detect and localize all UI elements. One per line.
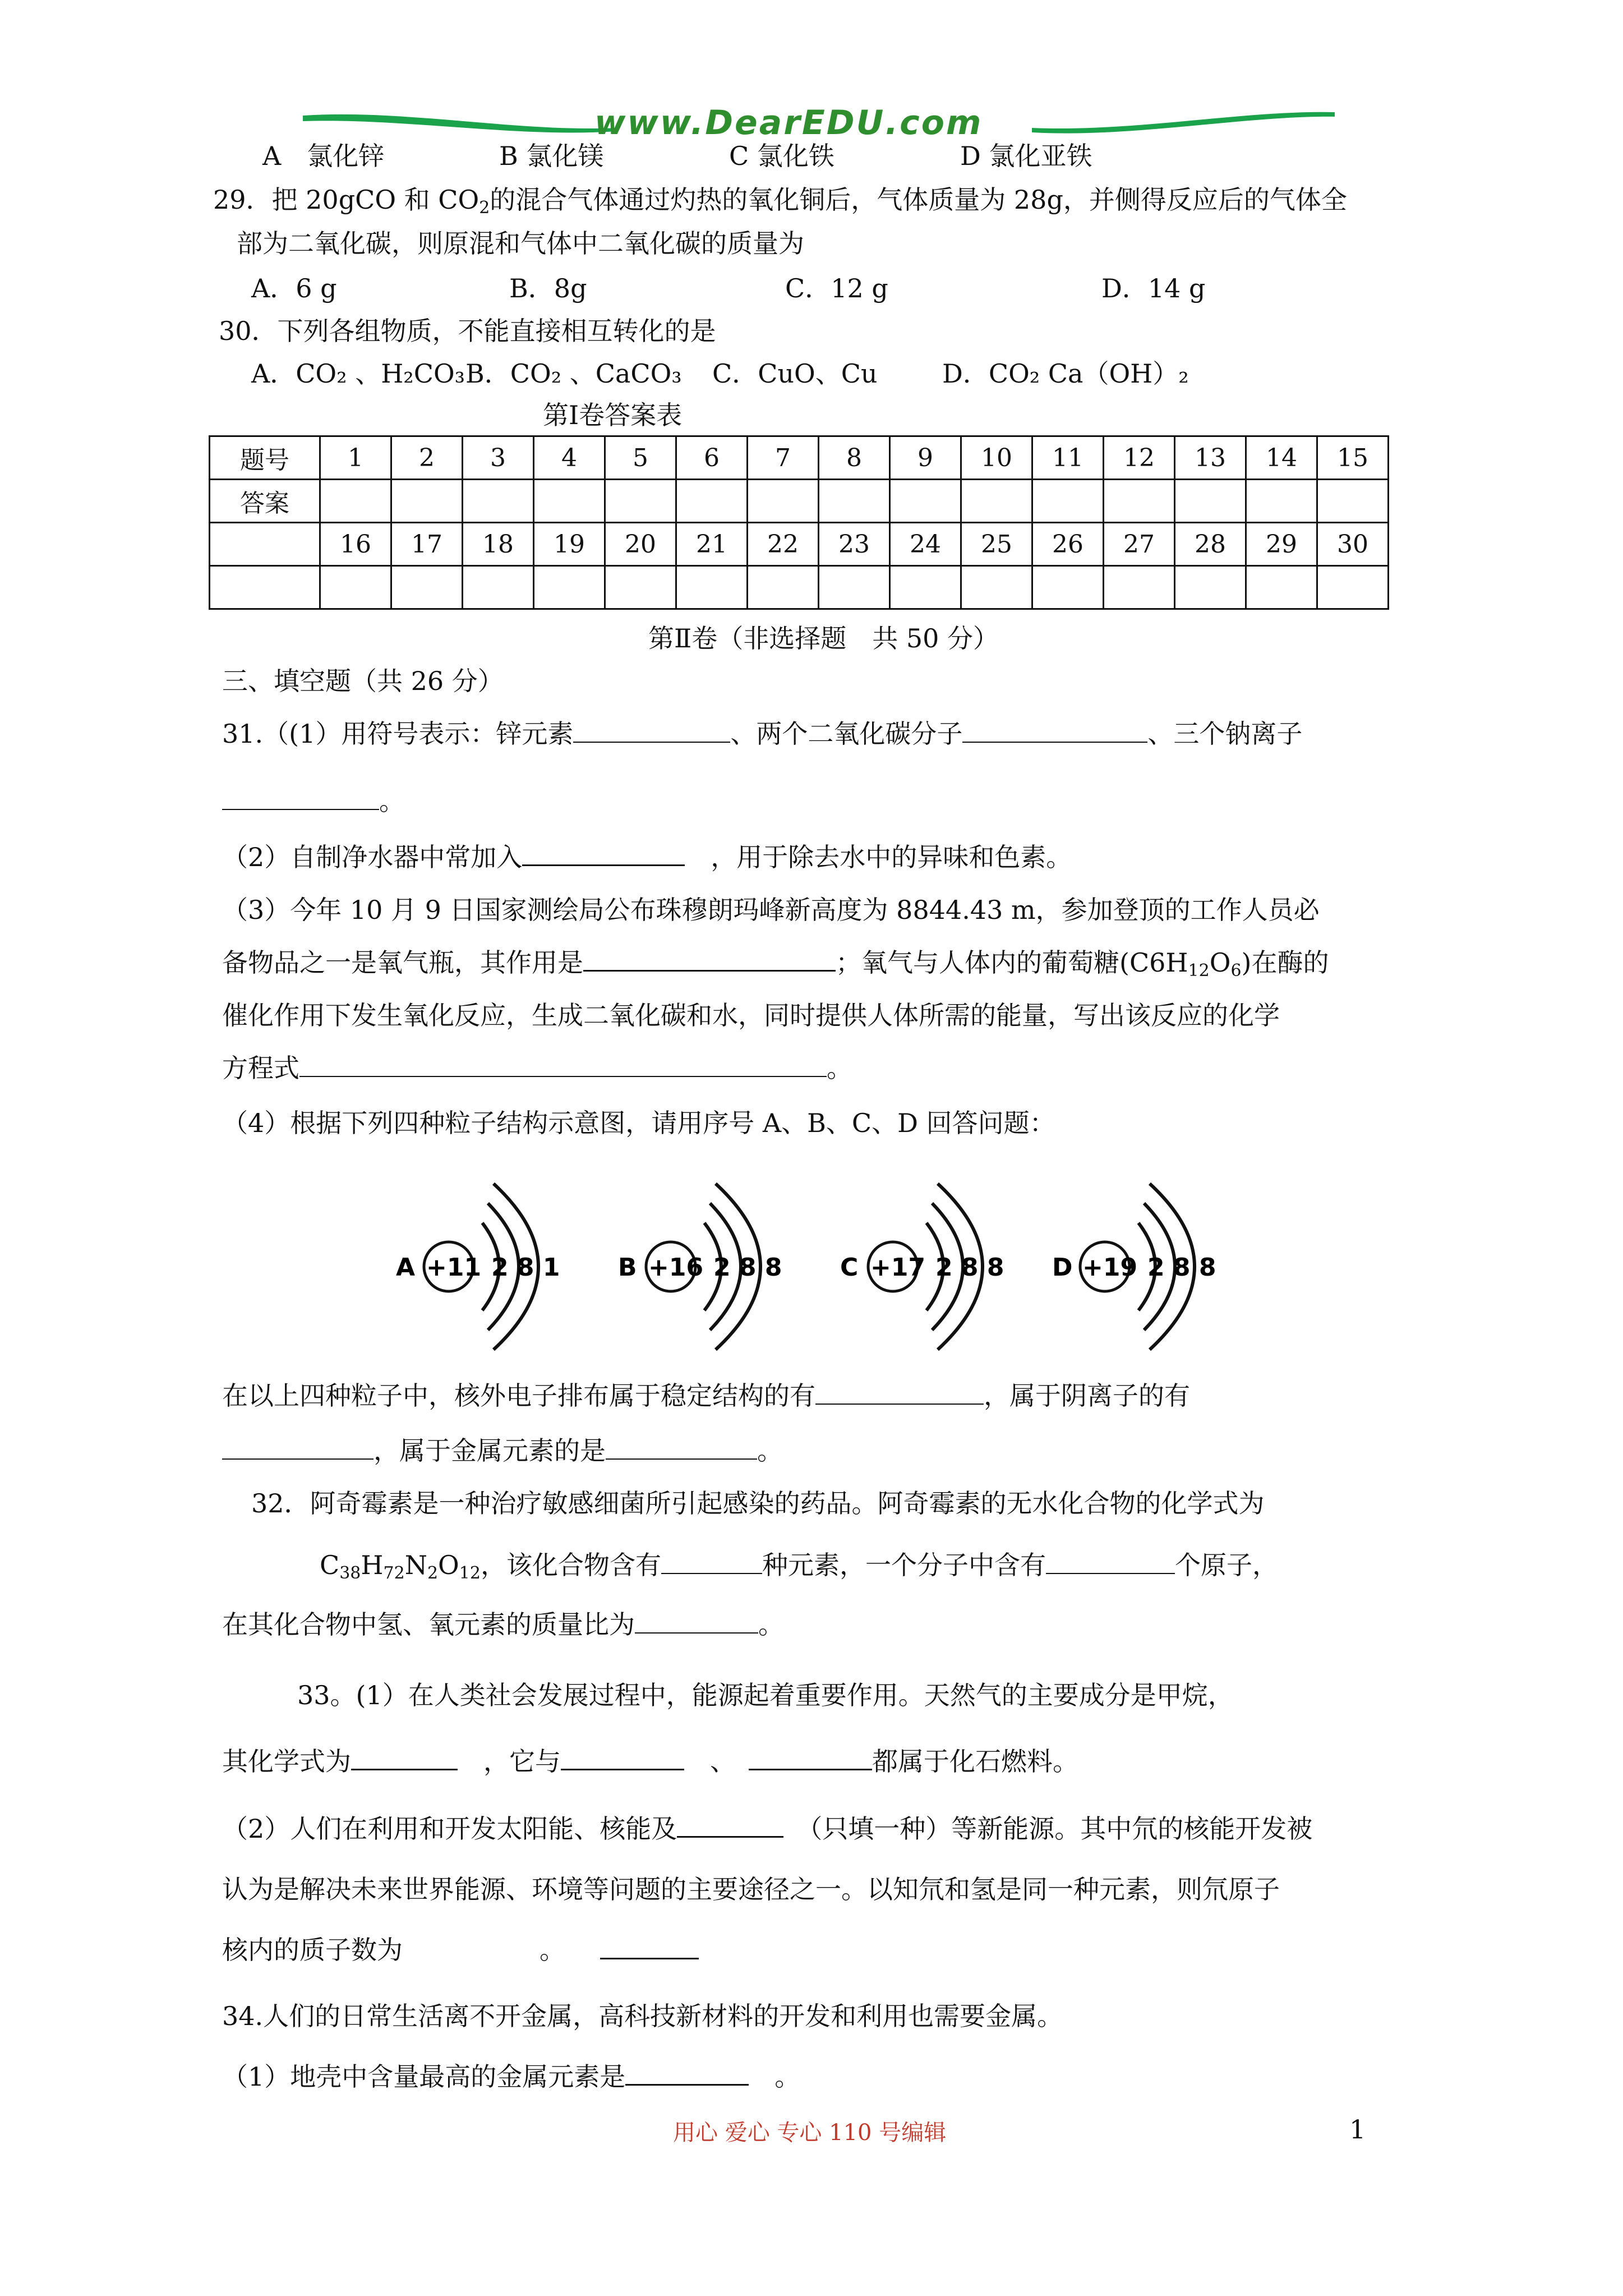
q30-option-a: A．CO₂ 、H₂CO₃	[251, 358, 465, 389]
answer-cell[interactable]	[1175, 480, 1246, 523]
blank-element-count[interactable]	[661, 1573, 762, 1574]
particle-diagram-c	[840, 1184, 1004, 1350]
table-cell: 18	[463, 523, 534, 566]
table-cell: 14	[1246, 436, 1317, 480]
q31-part3-line-2: 备物品之一是氧气瓶，其作用是 ；氧气与人体内的葡萄糖$(C6H_{12}O_6)$在酶的	[222, 947, 1329, 981]
q34-line-1: 34.人们的日常生活离不开金属，高科技新材料的开发和利用也需要金属。	[222, 2001, 1063, 2031]
q33-line-4: 认为是解决未来世界能源、环境等问题的主要途径之一。以知氘和氢是同一种元素，则氘原子	[222, 1874, 1280, 1904]
table-cell: 24	[890, 523, 961, 566]
diagram-label-a: A	[396, 1253, 416, 1282]
electron-shells-b: 2 8 8	[713, 1253, 782, 1282]
answer-cell[interactable]	[534, 480, 605, 523]
blank-metal-elements[interactable]	[606, 1458, 757, 1460]
q30-option-c: C．CuO、Cu	[712, 358, 878, 389]
answer-cell[interactable]	[320, 480, 391, 523]
table-cell: 13	[1175, 436, 1246, 480]
q33-line-2: 其化学式为 ，它与 、 都属于化石燃料。	[222, 1746, 1078, 1777]
table-row	[210, 566, 1389, 609]
table-cell: 26	[1032, 523, 1104, 566]
q30-option-d: D．CO₂ Ca（OH）₂	[942, 358, 1189, 389]
blank-stable-structure[interactable]	[815, 1404, 984, 1405]
q33-line-5: 核内的质子数为	[222, 1935, 403, 1965]
site-name: www.DearEDU.com	[594, 103, 983, 142]
answer-cell[interactable]	[1246, 480, 1317, 523]
answer-cell[interactable]	[890, 566, 961, 609]
nucleus-charge-d: +19	[1082, 1253, 1138, 1282]
q31-part5-line-1: 在以上四种粒子中，核外电子排布属于稳定结构的有 ，属于阴离子的有	[222, 1381, 1190, 1411]
table-cell: 11	[1032, 436, 1104, 480]
row-label-empty	[210, 523, 320, 566]
answer-cell[interactable]	[961, 566, 1032, 609]
electron-shells-c: 2 8 8	[935, 1253, 1004, 1282]
row-label-number: 题号	[210, 436, 320, 480]
q28-option-d: D 氯化亚铁	[960, 141, 1092, 171]
electron-shells-a: 2 8 1	[491, 1253, 560, 1282]
blank-crust-metal[interactable]	[625, 2084, 749, 2086]
q29-line-2: 部为二氧化碳，则原混和气体中二氧化碳的质量为	[237, 228, 804, 259]
table-cell: 8	[819, 436, 890, 480]
q28-option-a: A 氯化锌	[262, 141, 385, 171]
particle-diagram-d	[1052, 1184, 1216, 1350]
table-cell: 28	[1175, 523, 1246, 566]
table-cell: 4	[534, 436, 605, 480]
table-cell: 19	[534, 523, 605, 566]
answer-cell[interactable]	[1317, 480, 1389, 523]
answer-cell[interactable]	[819, 566, 890, 609]
answer-cell[interactable]	[1175, 566, 1246, 609]
particle-diagram-b	[618, 1184, 782, 1350]
blank-zinc-symbol[interactable]	[573, 742, 730, 743]
q33-line-3: （2）人们在利用和开发太阳能、核能及 （只填一种）等新能源。其中氘的核能开发被	[222, 1814, 1313, 1844]
diagram-label-b: B	[618, 1253, 637, 1282]
answer-cell[interactable]	[819, 480, 890, 523]
electron-shells-d: 2 8 8	[1147, 1253, 1216, 1282]
table-cell: 20	[605, 523, 676, 566]
table-cell: 22	[748, 523, 819, 566]
blank-fossil-fuel-1[interactable]	[561, 1769, 684, 1770]
table-cell: 3	[463, 436, 534, 480]
table-cell: 25	[961, 523, 1032, 566]
answer-table-title: 第Ⅰ卷答案表	[543, 400, 683, 430]
q31-part5-line-2: ，属于金属元素的是 。	[222, 1434, 783, 1467]
answer-cell[interactable]	[463, 566, 534, 609]
q31-part3-line-3: 催化作用下发生氧化反应，生成二氧化碳和水，同时提供人体所需的能量，写出该反应的化学	[222, 1000, 1280, 1030]
q29-line-1: 29．把 20gCO 和 $CO_2$的混合气体通过灼热的氧化铜后，气体质量为 28g，并侧得反应后的气体全	[213, 185, 1347, 218]
table-cell: 27	[1104, 523, 1175, 566]
table-cell: 30	[1317, 523, 1389, 566]
q29-option-b: B．8g	[509, 273, 587, 303]
blank-purifier-material[interactable]	[522, 864, 685, 866]
answer-cell[interactable]	[605, 480, 676, 523]
table-cell: 5	[605, 436, 676, 480]
blank-atom-count[interactable]	[1046, 1573, 1175, 1574]
part2-title: 第Ⅱ卷（非选择题 共 50 分）	[648, 623, 999, 654]
table-cell: 10	[961, 436, 1032, 480]
table-cell: 12	[1104, 436, 1175, 480]
diagram-label-c: C	[840, 1253, 859, 1282]
nucleus-charge-a: +11	[426, 1253, 482, 1282]
table-cell: 29	[1246, 523, 1317, 566]
answer-cell[interactable]	[748, 566, 819, 609]
answer-cell[interactable]	[1032, 566, 1104, 609]
table-row	[210, 480, 1389, 523]
diagram-label-d: D	[1052, 1253, 1073, 1282]
section3-title: 三、填空题（共 26 分）	[222, 666, 504, 696]
answer-table	[209, 435, 1389, 610]
page-number: 1	[1349, 2114, 1366, 2145]
q31-part4: （4）根据下列四种粒子结构示意图，请用序号 A、B、C、D 回答问题：	[222, 1108, 1055, 1138]
table-row	[210, 436, 1389, 480]
blank-proton-number[interactable]	[600, 1958, 699, 1959]
blank-fossil-fuel-2[interactable]	[749, 1769, 872, 1770]
table-row	[210, 523, 1389, 566]
answer-cell[interactable]	[391, 480, 463, 523]
blank-chemical-equation[interactable]	[299, 1076, 827, 1077]
answer-cell[interactable]	[1246, 566, 1317, 609]
nucleus-charge-b: +16	[648, 1253, 704, 1282]
answer-cell[interactable]	[391, 566, 463, 609]
table-cell: 9	[890, 436, 961, 480]
q32-line-1: 32．阿奇霉素是一种治疗敏感细菌所引起感染的药品。阿奇霉素的无水化合物的化学式为	[251, 1488, 1265, 1519]
q31-line-2: 。	[222, 784, 405, 818]
table-cell: 2	[391, 436, 463, 480]
answer-cell[interactable]	[676, 566, 748, 609]
q29-option-c: C．12 g	[785, 273, 888, 303]
table-cell: 1	[320, 436, 391, 480]
nucleus-charge-c: +17	[870, 1253, 926, 1282]
blank-mass-ratio[interactable]	[635, 1632, 758, 1634]
answer-cell[interactable]	[463, 480, 534, 523]
answer-cell[interactable]	[534, 566, 605, 609]
q31-line-1: 31.（(1）用符号表示：锌元素 、两个二氧化碳分子 、三个钠离子	[222, 719, 1303, 749]
answer-cell[interactable]	[961, 480, 1032, 523]
q29-option-a: A．6 g	[251, 273, 337, 303]
q30-question: 30．下列各组物质，不能直接相互转化的是	[219, 316, 716, 346]
blank-new-energy[interactable]	[677, 1836, 783, 1838]
q34-line-2: （1）地壳中含量最高的金属元素是 。	[222, 2062, 801, 2092]
q32-line-2: $C_{38}H_{72}N_2O_{12}$，该化合物含有 种元素，一个分子中含有 个原子，	[320, 1550, 1278, 1583]
row-label-answer: 答案	[210, 480, 320, 523]
table-cell: 23	[819, 523, 890, 566]
particle-diagram-a	[396, 1184, 560, 1350]
blank-three-na-ions[interactable]	[222, 809, 379, 810]
q31-part3-line-1: （3）今年 10 月 9 日国家测绘局公布珠穆朗玛峰新高度为 8844.43 m，参加登顶的工作人员必	[222, 895, 1320, 925]
blank-two-co2[interactable]	[962, 742, 1147, 743]
q28-option-c: C 氯化铁	[729, 141, 834, 171]
answer-cell[interactable]	[890, 480, 961, 523]
blank-anions[interactable]	[222, 1458, 374, 1460]
footer-text: 用心 爱心 专心 110 号编辑	[673, 2120, 947, 2146]
answer-cell[interactable]	[1104, 566, 1175, 609]
table-cell: 21	[676, 523, 748, 566]
blank-oxygen-purpose[interactable]	[583, 970, 836, 972]
q30-option-b: B．CO₂ 、CaCO₃	[465, 358, 682, 389]
row-label-empty	[210, 566, 320, 609]
answer-cell[interactable]	[1317, 566, 1389, 609]
table-cell: 15	[1317, 436, 1389, 480]
table-cell: 16	[320, 523, 391, 566]
blank-methane-formula[interactable]	[351, 1769, 458, 1770]
answer-cell[interactable]	[748, 480, 819, 523]
answer-cell[interactable]	[1104, 480, 1175, 523]
table-cell: 17	[391, 523, 463, 566]
q28-option-b: B 氯化镁	[499, 141, 604, 171]
answer-cell[interactable]	[320, 566, 391, 609]
answer-cell[interactable]	[1032, 480, 1104, 523]
particle-structure-diagrams	[387, 1172, 1251, 1363]
q31-part3-line-4: 方程式 。	[222, 1053, 852, 1083]
q31-part2: （2）自制净水器中常加入 ，用于除去水中的异味和色素。	[222, 842, 1072, 872]
answer-cell[interactable]	[605, 566, 676, 609]
table-cell: 7	[748, 436, 819, 480]
q32-line-3: 在其化合物中氢、氧元素的质量比为 。	[222, 1609, 784, 1640]
answer-cell[interactable]	[676, 480, 748, 523]
q33-period: 。	[540, 1935, 565, 1965]
q33-line-1: 33。(1）在人类社会发展过程中，能源起着重要作用。天然气的主要成分是甲烷，	[297, 1680, 1234, 1710]
q29-option-d: D．14 g	[1101, 273, 1206, 303]
table-cell: 6	[676, 436, 748, 480]
